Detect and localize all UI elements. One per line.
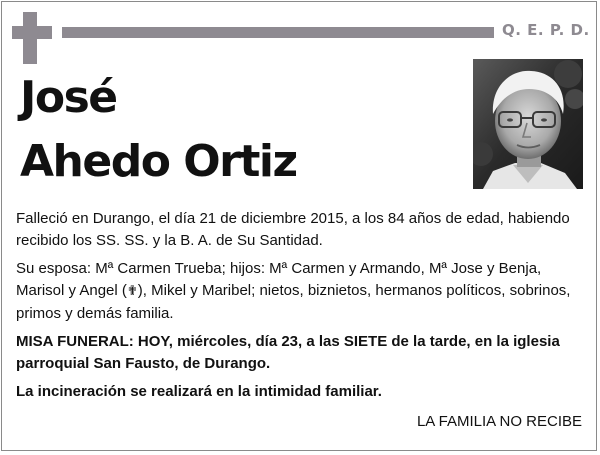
death-notice-paragraph: Falleció en Durango, el día 21 de diciembre 2015, a los 84 años de edad, habiendo recibido los SS. SS. y la B. A. de Su Santidad. [16, 210, 570, 249]
deceased-last-name: Ahedo Ortiz [20, 136, 297, 187]
obituary-notice [1, 1, 597, 451]
latin-cross-icon [12, 12, 52, 64]
deceased-cross-icon: ✟ [126, 284, 138, 299]
family-text-start: Su esposa: Mª Carmen Trueba; hijos: Mª Carmen y Armando, Mª Jose y Benja, Marisol y Angel ( [16, 260, 542, 299]
cremation-paragraph: La incineración se realizará en la intimidad familiar. [16, 383, 382, 400]
deceased-first-name: José [20, 72, 117, 123]
deceased-portrait [473, 59, 583, 189]
family-paragraph [16, 258, 590, 325]
funeral-mass-paragraph: MISA FUNERAL: HOY, miércoles, día 23, a las SIETE de la tarde, en la iglesia parroquial San Fausto, de Durango. [16, 333, 560, 372]
family-text-end: ), Mikel y Maribel; nietos, biznietos, hermanos políticos, sobrinos, primos y demás familia. [16, 282, 571, 322]
obituary-body [16, 208, 590, 403]
qepd-label: Q. E. P. D. [502, 21, 590, 39]
family-signoff: LA FAMILIA NO RECIBE [416, 413, 582, 430]
header-rule [62, 27, 494, 38]
